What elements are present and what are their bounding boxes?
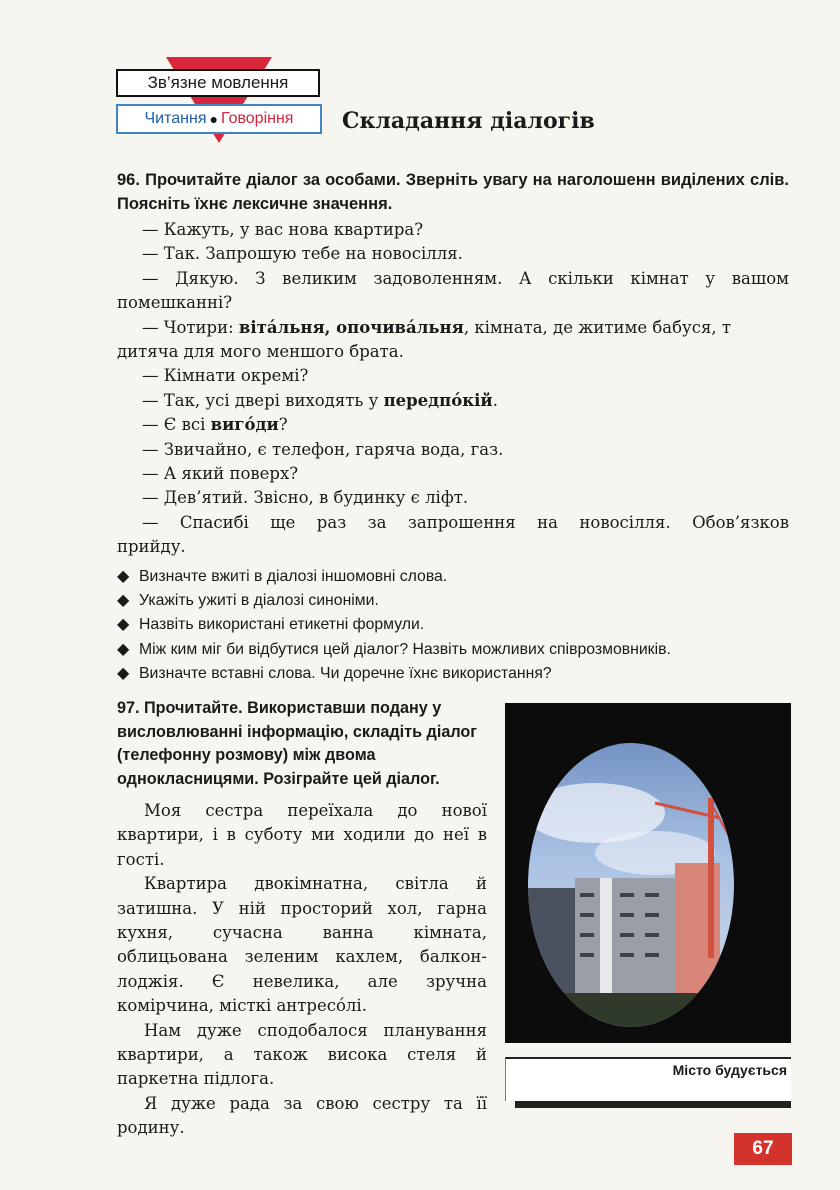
section-title: Складання діалогів — [342, 108, 595, 134]
dialog-line — [117, 316, 789, 340]
question-item — [117, 565, 797, 589]
question-text: Укажіть ужиті в діалозі синоніми. — [139, 592, 379, 610]
section-badge-skills — [116, 104, 322, 134]
photo-caption-box — [505, 1057, 791, 1101]
dialog-text: — Так, усі двері виходять у — [142, 390, 384, 410]
task-96-questions — [117, 565, 797, 686]
diamond-bullet-icon: ◆ — [117, 592, 130, 610]
section-badge-speech — [116, 69, 320, 97]
dialog-line — [117, 389, 789, 413]
caption-shadow — [515, 1101, 791, 1108]
dialog-line: помешканні? — [117, 293, 233, 313]
page-number — [734, 1133, 792, 1165]
dialog-line: — Дякую. З великим задоволенням. А скільки кімнат у вашом — [142, 268, 789, 288]
dialog-text: ? — [278, 415, 288, 435]
city-photo — [505, 703, 791, 1043]
dialog-line: — Спасибі ще раз за запрошення на новосілля. Обов’язков — [142, 512, 789, 532]
dialog-line: — Звичайно, є телефон, гаряча вода, газ. — [142, 439, 504, 459]
task-97-text — [117, 799, 487, 1141]
paragraph: Квартира двокімнатна, світла й затишна. У ній просторий хол, гарна кухня, сучасна ванна кімната, облицьована зеленим кахлем, балкон-лоджія. Є невелика, але зручна комірчина, місткі антресóлі. — [117, 874, 487, 1016]
page-number-text: 67 — [752, 1138, 774, 1159]
dialog-text: — Є всі — [142, 415, 211, 435]
highlighted-words: вітáльня, опочивáльня — [238, 317, 464, 337]
photo-caption: Місто будується — [672, 1062, 787, 1078]
dialog-text: , кімната, де житиме бабуся, т — [463, 317, 732, 337]
dialog-line: — Так. Запрошую тебе на новосілля. — [142, 244, 463, 264]
dialog-line: — Кімнати окремі? — [142, 366, 309, 386]
paragraph: Я дуже рада за свою сестру та її родину. — [117, 1093, 487, 1138]
paragraph: Нам дуже сподобалося планування квартири, а також висока стеля й паркетна підлога. — [117, 1020, 487, 1089]
badge-speaking-label: Говоріння — [220, 110, 294, 127]
dialog-text: — Чотири: — [142, 317, 239, 337]
question-text: Визначте вставні слова. Чи доречне їхнє використання? — [139, 664, 552, 682]
question-item — [117, 613, 797, 637]
dialog-line: прийду. — [117, 537, 186, 557]
construction-crane-image — [505, 703, 791, 1043]
highlighted-word: вигóди — [210, 415, 279, 435]
task-96 — [117, 168, 789, 560]
dialog-line: дитяча для мого меншого брата. — [117, 342, 404, 362]
diamond-bullet-icon: ◆ — [117, 640, 130, 658]
bullet-dot-icon: ● — [209, 111, 218, 127]
task-96-title: 96. Прочитайте діалог за особами. Зверніть увагу на наголошенн виділених слів. Поясніть їхнє лексичне значення. — [117, 171, 789, 213]
paragraph: Моя сестра переїхала до нової квартири, і в суботу ми ходили до неї в гості. — [117, 801, 487, 869]
diamond-bullet-icon: ◆ — [117, 568, 130, 585]
question-item — [117, 589, 797, 613]
question-text: Визначте вжиті в діалозі іншомовні слова. — [139, 568, 448, 585]
question-item — [117, 638, 797, 662]
task-97 — [117, 697, 487, 1141]
highlighted-word: передпóкій — [383, 390, 493, 410]
question-text: Між ким міг би відбутися цей діалог? Назвіть можливих співрозмовників. — [139, 640, 671, 658]
dialog-line: — Дев’ятий. Звісно, в будинку є ліфт. — [142, 488, 469, 508]
dialog-line: — А який поверх? — [142, 464, 299, 484]
dialog-line — [117, 413, 789, 437]
question-item — [117, 662, 797, 686]
diamond-bullet-icon: ◆ — [117, 616, 130, 634]
dialog-text: . — [492, 390, 498, 410]
badge-reading-label: Читання — [144, 110, 207, 127]
question-text: Назвіть використані етикетні формули. — [139, 616, 425, 634]
dialog-line: — Кажуть, у вас нова квартира? — [142, 220, 424, 239]
badge-top-label: Зв’язне мовлення — [147, 73, 289, 92]
task-97-title: 97. Прочитайте. Використавши подану у висловлюванні інформацію, складіть діалог (телефонну розмову) між двома однокласницями. Розіграйте цей діалог. — [117, 699, 478, 788]
diamond-bullet-icon: ◆ — [117, 664, 130, 682]
